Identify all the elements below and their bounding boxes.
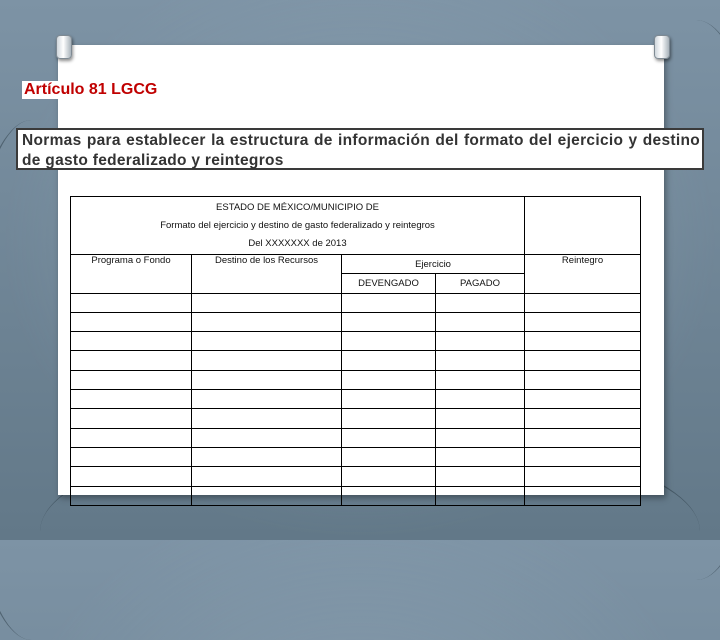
table-cell [192,332,342,351]
table-cell [192,370,342,389]
norms-text: Normas para establecer la estructura de información del formato del ejercicio y destino de gasto federalizado y reintegros [22,132,700,169]
form-title-cell [71,197,525,255]
article-heading: Artículo 81 LGCG [24,81,158,98]
table-cell [192,312,342,331]
table-cell [342,293,436,312]
table-cell [436,409,525,428]
table-cell [192,428,342,447]
table-cell [342,390,436,409]
table-cell [192,409,342,428]
table-cell [342,351,436,370]
table-cell [192,293,342,312]
table-cell [525,467,641,486]
table-row [71,409,641,428]
table-cell [436,332,525,351]
table-cell [436,486,525,505]
table-cell [525,312,641,331]
table-cell [525,351,641,370]
table-row [71,390,641,409]
norms-box [16,128,704,170]
table-cell [525,332,641,351]
table-cell [71,447,192,466]
table-cell [192,447,342,466]
table-cell [525,428,641,447]
table-cell [525,409,641,428]
table-cell [436,467,525,486]
table-title-row [71,197,641,255]
table-cell [71,370,192,389]
table-header-row [71,255,641,274]
table-cell [71,312,192,331]
header-ejercicio: Ejercicio [342,255,525,274]
table-cell [71,467,192,486]
table-row [71,447,641,466]
form-title-blank-cell [525,197,641,255]
table-cell [71,293,192,312]
table-cell [436,390,525,409]
table-cell [192,351,342,370]
table-cell [71,409,192,428]
table-row [71,293,641,312]
table-cell [192,486,342,505]
table-cell [342,428,436,447]
table-row [71,312,641,331]
header-programa: Programa o Fondo [71,255,192,294]
table-cell [71,486,192,505]
table-cell [525,293,641,312]
table-cell [71,390,192,409]
header-pagado: PAGADO [436,274,525,293]
table-cell [342,486,436,505]
table-cell [342,447,436,466]
table-cell [436,312,525,331]
table-cell [71,428,192,447]
paper-pin-left [56,35,72,59]
table-cell [525,486,641,505]
header-destino: Destino de los Recursos [192,255,342,294]
table-row [71,351,641,370]
table-row [71,428,641,447]
table-cell [525,390,641,409]
table-cell [342,467,436,486]
table-cell [342,370,436,389]
table-cell [525,370,641,389]
table-row [71,486,641,505]
table-row [71,370,641,389]
header-devengado: DEVENGADO [342,274,436,293]
header-reintegro: Reintegro [525,255,641,294]
table-cell [436,351,525,370]
table-cell [342,332,436,351]
table-cell [342,312,436,331]
table-cell [192,467,342,486]
table-cell [436,370,525,389]
table-cell [436,428,525,447]
paper-pin-right [654,35,670,59]
table-cell [71,351,192,370]
expense-form-table [70,196,641,506]
form-title-name: Formato del ejercicio y destino de gasto federalizado y reintegros [160,219,435,231]
table-row [71,467,641,486]
form-title-period: Del XXXXXXX de 2013 [248,237,347,249]
table-cell [342,409,436,428]
form-title-state: ESTADO DE MÉXICO/MUNICIPIO DE [216,201,379,213]
table-cell [192,390,342,409]
table-cell [525,447,641,466]
table-cell [436,447,525,466]
table-cell [71,332,192,351]
table-row [71,332,641,351]
table-cell [436,293,525,312]
